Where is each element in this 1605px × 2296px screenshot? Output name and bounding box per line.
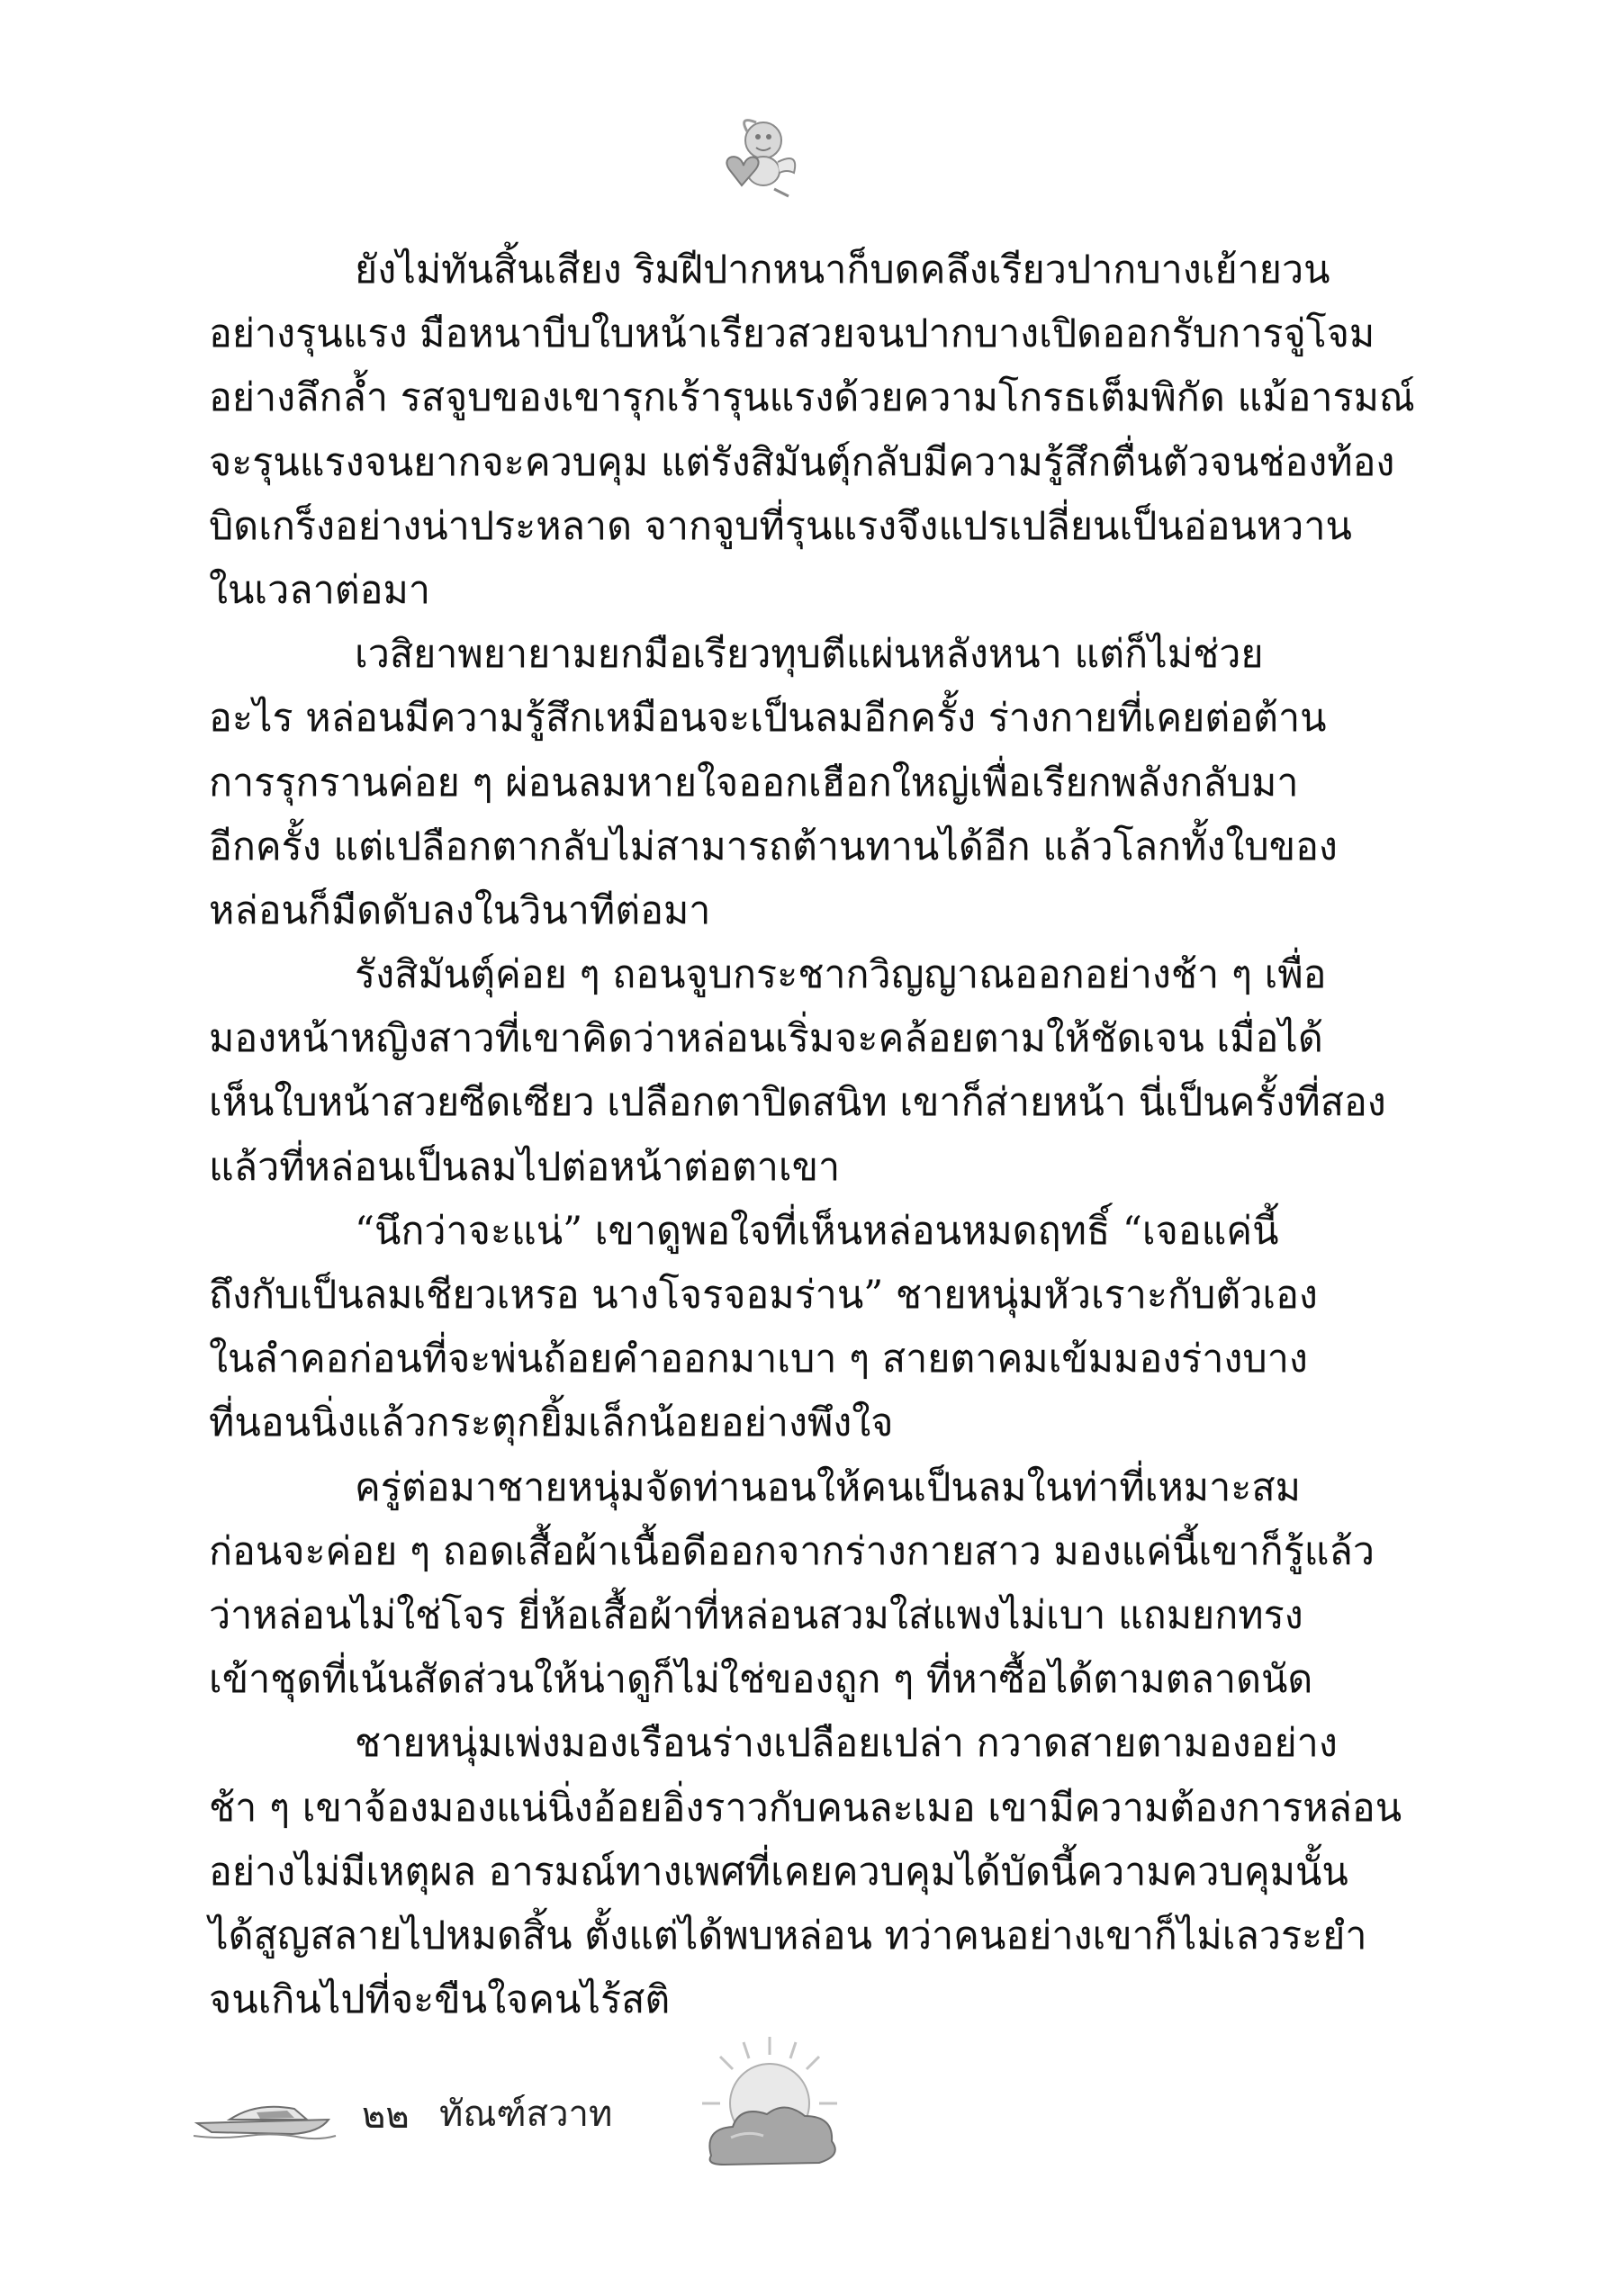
- text-line: การรุกรานค่อย ๆ ผ่อนลมหายใจออกเฮือกใหญ่เพื่อเรียกพลังกลับมา: [209, 760, 1299, 806]
- text-line: อะไร หล่อนมีความรู้สึกเหมือนจะเป็นลมอีกครั้ง ร่างกายที่เคยต่อต้าน: [209, 696, 1327, 742]
- text-line: หล่อนก็มืดดับลงในวินาทีต่อมา: [209, 887, 711, 933]
- cupid-ornament-icon: [711, 106, 810, 205]
- paragraph: [209, 1200, 1406, 1456]
- story-text: [209, 239, 1415, 2032]
- text-line: เวสิยาพยายามยกมือเรียวทุบตีแผ่นหลังหนา แต่ก็ไม่ช่วย: [355, 632, 1264, 678]
- speedboat-icon: [194, 2093, 338, 2142]
- text-line: อีกครั้ง แต่เปลือกตากลับไม่สามารถต้านทานได้อีก แล้วโลกทั้งใบของ: [209, 824, 1338, 869]
- text-line: ได้สูญสลายไปหมดสิ้น ตั้งแต่ได้พบหล่อน ทว่าคนอย่างเขาก็ไม่เลวระยำ: [209, 1913, 1367, 1958]
- text-line: รังสิมันตุ์ค่อย ๆ ถอนจูบกระชากวิญญาณออกอย่างช้า ๆ เพื่อ: [355, 952, 1327, 998]
- text-line: ที่นอนนิ่งแล้วกระตุกยิ้มเล็กน้อยอย่างพึงใจ: [209, 1400, 894, 1446]
- book-title: ทัณฑ์สวาท: [439, 2093, 613, 2135]
- text-line: อย่างลึกล้ำ รสจูบของเขารุกเร้ารุนแรงด้วยความโกรธเต็มพิกัด แม้อารมณ์: [209, 375, 1415, 421]
- text-line: บิดเกร็งอย่างน่าประหลาด จากจูบที่รุนแรงจึงแปรเปลี่ยนเป็นอ่อนหวาน: [209, 503, 1352, 549]
- text-line: มองหน้าหญิงสาวที่เขาคิดว่าหล่อนเริ่มจะคล้อยตามให้ชัดเจน เมื่อได้: [209, 1016, 1323, 1062]
- paragraph: [209, 1712, 1406, 2032]
- text-line: ในลำคอก่อนที่จะพ่นถ้อยคำออกมาเบา ๆ สายตาคมเข้มมองร่างบาง: [209, 1337, 1308, 1382]
- text-line: จนเกินไปที่จะขืนใจคนไร้สติ: [209, 1977, 671, 2023]
- text-line: จะรุนแรงจนยากจะควบคุม แต่รังสิมันตุ์กลับมีความรู้สึกตื่นตัวจนช่องท้อง: [209, 439, 1395, 485]
- text-line: ช้า ๆ เขาจ้องมองแน่นิ่งอ้อยอิ่งราวกับคนละเมอ เขามีความต้องการหล่อน: [209, 1785, 1402, 1831]
- text-line: ในเวลาต่อมา: [209, 567, 430, 613]
- paragraph: [209, 943, 1406, 1200]
- sun-cloud-icon: [684, 2030, 855, 2183]
- text-line: ว่าหล่อนไม่ใช่โจร ยี่ห้อเสื้อผ้าที่หล่อนสวมใส่แพงไม่เบา แถมยกทรง: [209, 1592, 1303, 1638]
- text-line: ก่อนจะค่อย ๆ ถอดเสื้อผ้าเนื้อดีออกจากร่างกายสาว มองแค่นี้เขาก็รู้แล้ว: [209, 1528, 1375, 1574]
- text-line: “นึกว่าจะแน่” เขาดูพอใจที่เห็นหล่อนหมดฤทธิ์ “เจอแค่นี้: [355, 1208, 1279, 1254]
- paragraph: [209, 1456, 1406, 1713]
- text-line: ชายหนุ่มเพ่งมองเรือนร่างเปลือยเปล่า กวาดสายตามองอย่าง: [355, 1721, 1338, 1767]
- text-line: ถึงกับเป็นลมเชียวเหรอ นางโจรจอมร่าน” ชายหนุ่มหัวเราะกับตัวเอง: [209, 1273, 1318, 1318]
- text-line: ยังไม่ทันสิ้นเสียง ริมฝีปากหนาก็บดคลึงเรียวปากบางเย้ายวน: [355, 248, 1330, 293]
- text-line: แล้วที่หล่อนเป็นลมไปต่อหน้าต่อตาเขา: [209, 1144, 841, 1190]
- paragraph: [209, 623, 1406, 943]
- text-line: เข้าชุดที่เน้นสัดส่วนให้น่าดูก็ไม่ใช่ของถูก ๆ ที่หาซื้อได้ตามตลาดนัด: [209, 1657, 1313, 1703]
- text-line: เห็นใบหน้าสวยซีดเซียว เปลือกตาปิดสนิท เขาก็ส่ายหน้า นี่เป็นครั้งที่สอง: [209, 1080, 1386, 1126]
- text-line: อย่างรุนแรง มือหนาบีบใบหน้าเรียวสวยจนปากบางเปิดออกรับการจู่โจม: [209, 311, 1375, 357]
- text-line: ครู่ต่อมาชายหนุ่มจัดท่านอนให้คนเป็นลมในท่าที่เหมาะสม: [355, 1464, 1301, 1510]
- page-number: ๒๒: [362, 2095, 410, 2137]
- text-line: อย่างไม่มีเหตุผล อารมณ์ทางเพศที่เคยควบคุมได้บัดนี้ความควบคุมนั้น: [209, 1849, 1348, 1895]
- paragraph: [209, 239, 1415, 623]
